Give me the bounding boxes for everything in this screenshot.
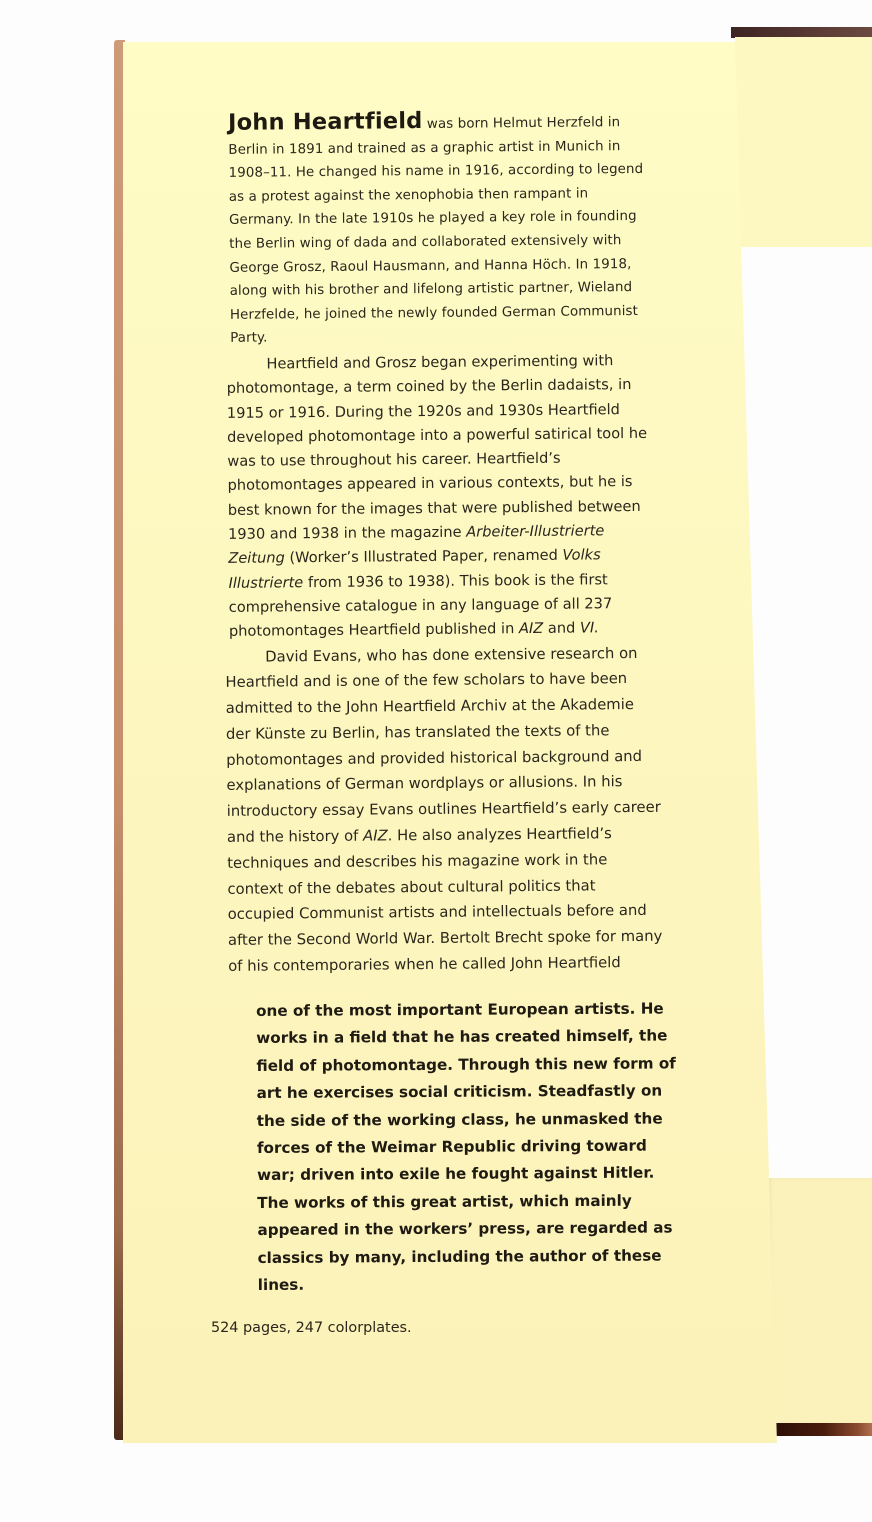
intro-text: was born Helmut Herzfeld in Berlin in 1891 and trained as a graphic artist in Munich in 1908–11. He changed his name in 1916, according to legend as a protest against the xenophobia then rampant in Germany. In the late 1910s he played a key role in founding the Berlin wing of dada and collaborated extensively with George Grosz, Raoul Hausmann, and Hanna Höch. In 1918, along with his brother and lifelong artistic partner, Wieland Herzfelde, he joined the newly founded German Communist Party. [228, 115, 644, 347]
back-cover-bottom-edge [775, 1423, 872, 1436]
page-count-note: 524 pages, 247 colorplates. [211, 1320, 412, 1336]
photomontage-text-a: Heartfield and Grosz began experimenting with photomontage, a term coined by the Berlin dadaists, in 1915 or 1916. During the 1920s and 1930s Heartfield developed photomontage into a powerful satirical tool he was to use throughout his career. Heartfield’s photomontages appeared in various contexts, but he is best known for the images that were published between 1930 and 1938 in the magazine [226, 352, 648, 543]
photomontage-text-c: from 1936 to 1938). This book is the first comprehensive catalogue in any language of all 237 photomontages Heartfield published in [228, 570, 613, 641]
evans-text-a: David Evans, who has done extensive research on Heartfield and is one of the few scholars to have been admitted to the John Heartfield Archiv at the Akademie der Künste zu Berlin, has translated the texts of the photomontages and provided historical background and explanations of German wordplays or allusions. In his introductory essay Evans outlines Heartfield’s early career and the history of [225, 644, 661, 847]
back-cover-bottom-panel [768, 1178, 872, 1424]
paragraph-evans [221, 640, 664, 980]
abbrev-aiz-2: AIZ [362, 827, 388, 845]
brecht-quote: one of the most important European artists. He works in a field that he has created himself, the field of photomontage. Through this new form of art he exercises social criticism. Steadfastly on the side of the working class, he unmasked the forces of the Weimar Republic driving toward war; driven into exile he fought against Hitler. The works of this great artist, which mainly appeared in the workers’ press, are regarded as classics by many, including the author of these lines. [256, 999, 676, 1295]
photomontage-text-b: (Worker’s Illustrated Paper, renamed [284, 547, 563, 567]
back-cover-top-panel [735, 37, 872, 247]
photomontage-text-d: and [543, 619, 581, 638]
magazine-title-aiz: Arbeiter-Illustrierte Zeitung [228, 522, 605, 568]
evans-text-b: . He also analyzes Heartfield’s techniques and describes his magazine work in the context of the debates about cultural politics that occupied Communist artists and intellectuals before and after the Second World War. Bertolt Brecht spoke for many of his contemporaries when he called John Heartfield [227, 825, 663, 975]
magazine-title-vi: Volks Illustrierte [228, 546, 601, 592]
paragraph-intro [216, 108, 658, 351]
author-name: John Heartfield [227, 108, 423, 136]
abbrev-vi: VI. [579, 619, 599, 637]
abbrev-aiz: AIZ [518, 620, 544, 638]
paragraph-photomontage [218, 349, 661, 645]
flap-body-text [216, 108, 664, 980]
